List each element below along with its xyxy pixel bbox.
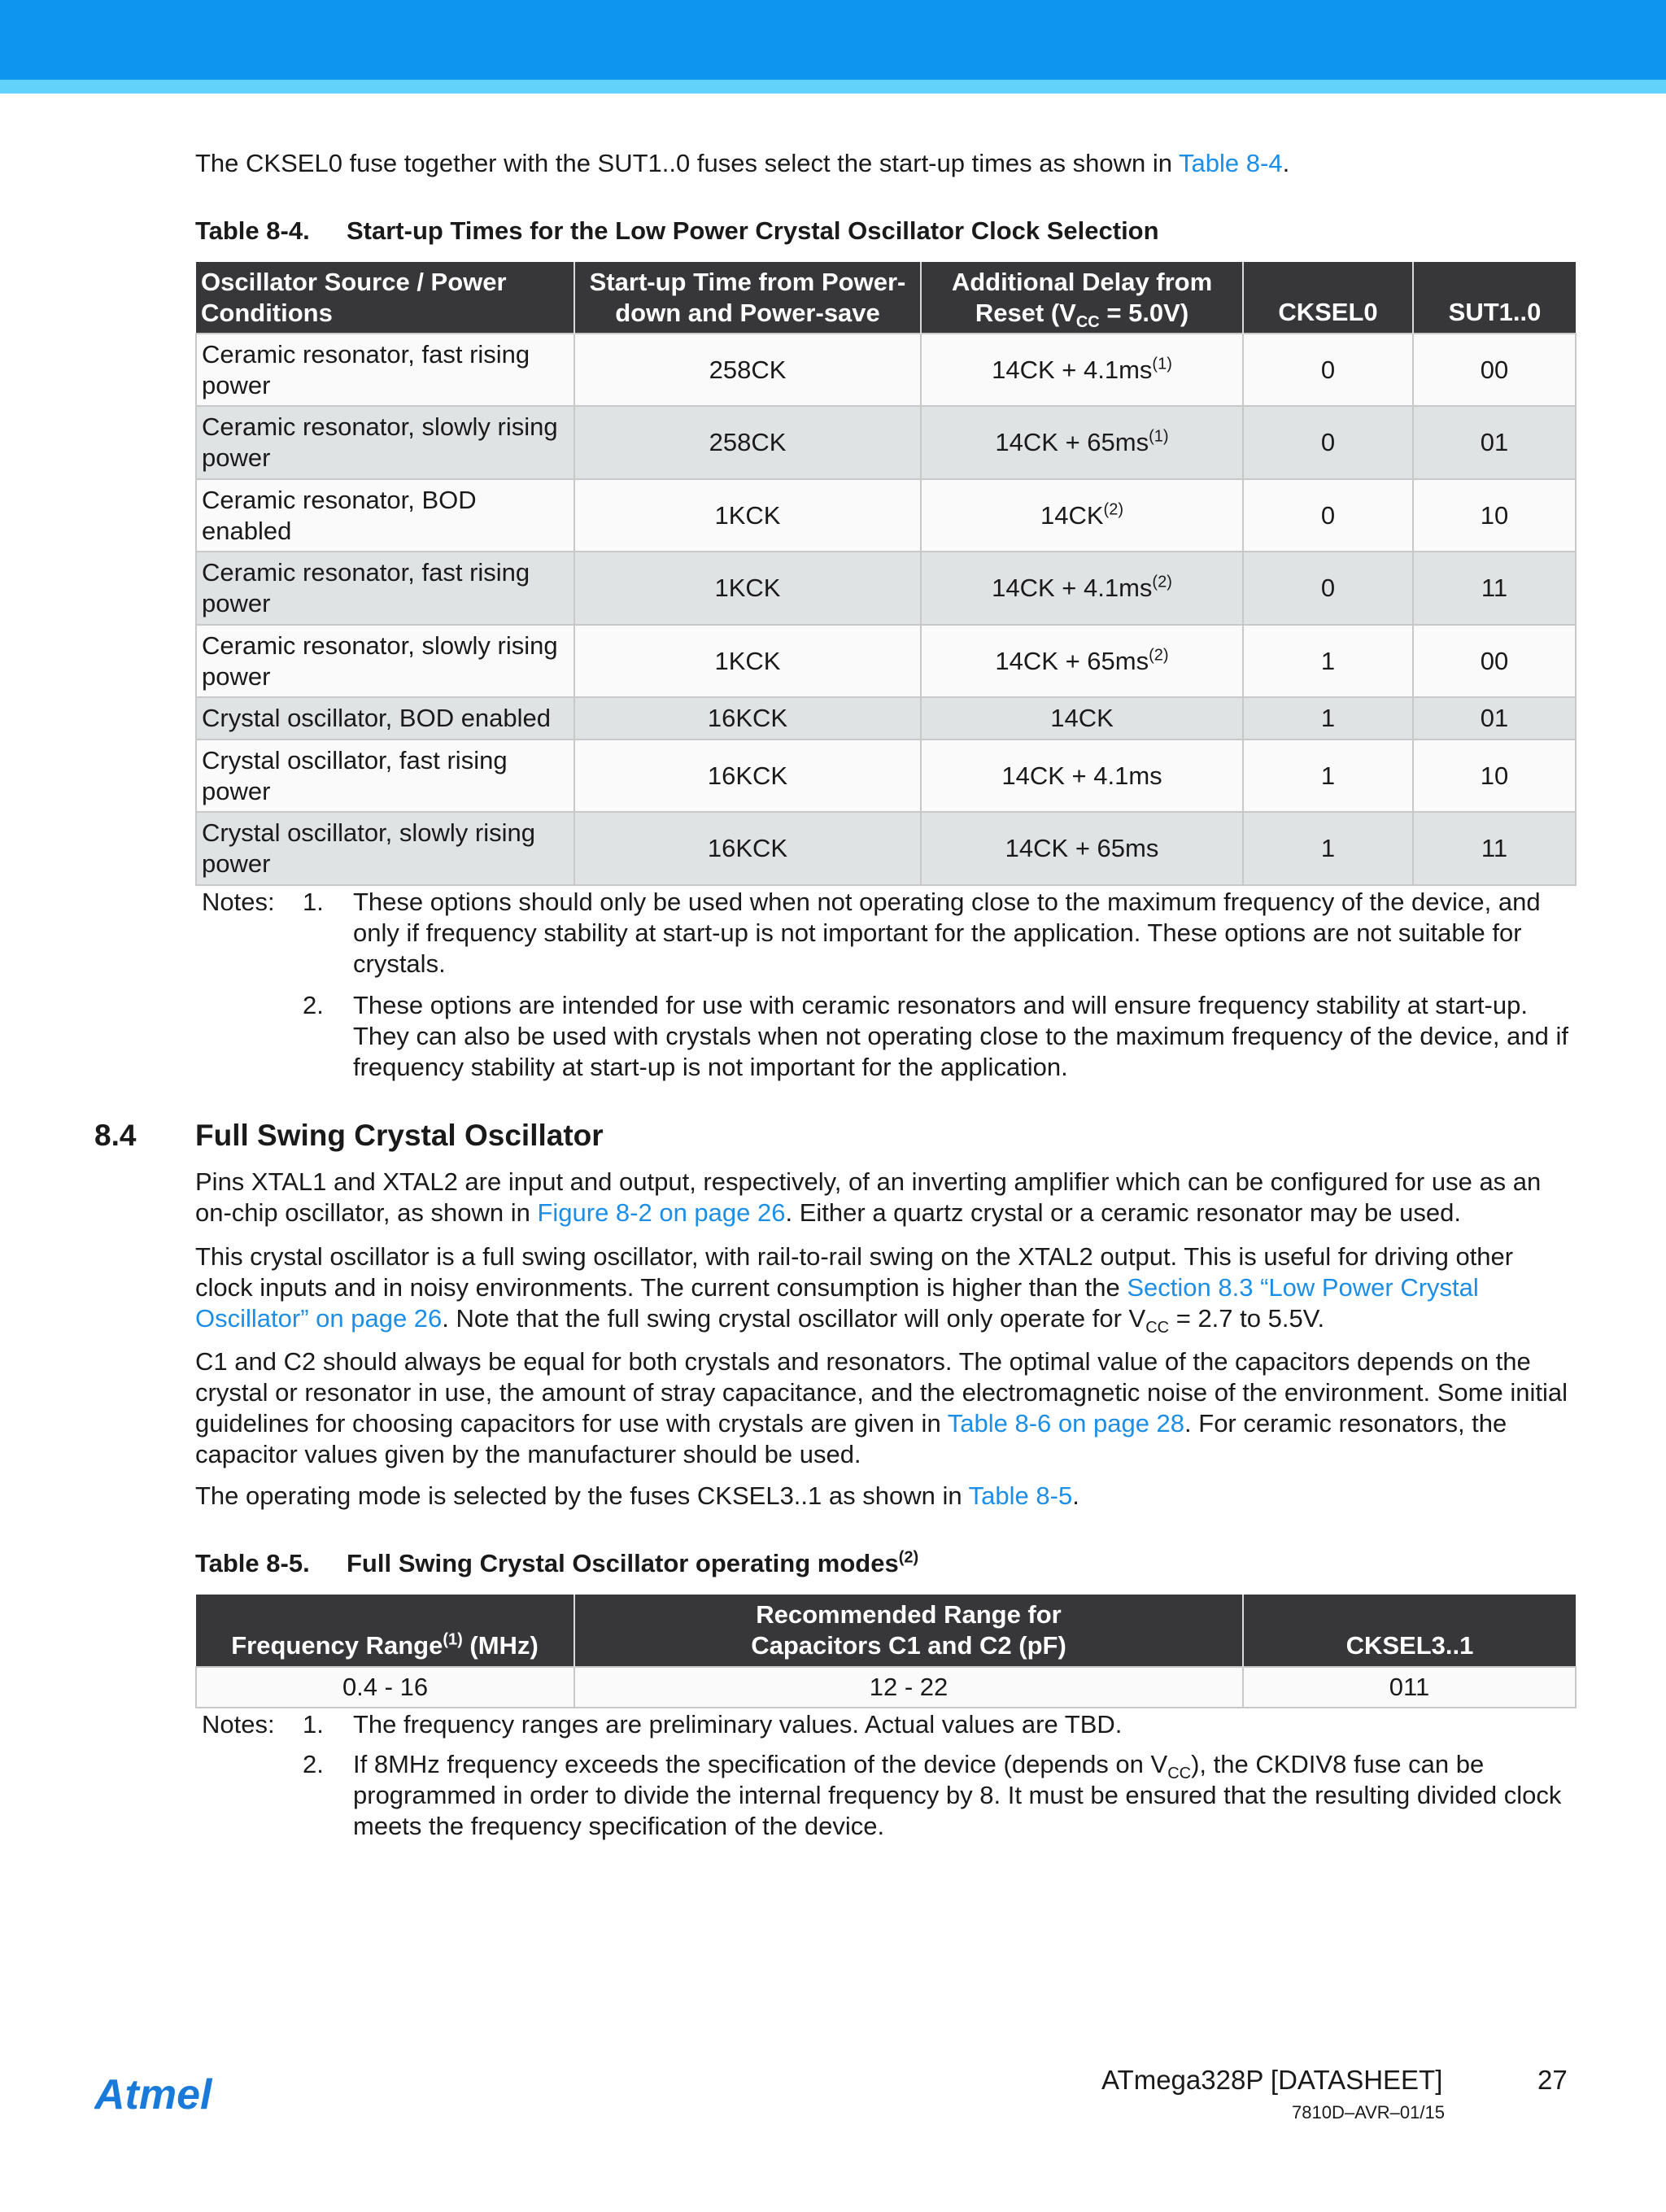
cell-cksel0: 0 <box>1243 479 1413 552</box>
cell-startup: 1KCK <box>574 552 921 625</box>
cell-startup: 16KCK <box>574 697 921 740</box>
cell-cksel0: 0 <box>1243 334 1413 406</box>
cell-capacitors: 12 - 22 <box>574 1667 1243 1708</box>
note-text: If 8MHz frequency exceeds the specification of the device (depends on $V_{CC}$), the CKDIV8 fuse can be programmed in order to divide the internal frequency by 8. It must be ensured that the resulting divided clock meets the frequency specification of the device. <box>353 1750 1562 1840</box>
header-stripe <box>0 80 1666 94</box>
atmel-logo <box>94 2071 241 2115</box>
cell-sut: 11 <box>1413 812 1576 885</box>
cell-delay: $14CK + 65ms^{(1)}$ <box>921 406 1243 479</box>
cell-source: Ceramic resonator, slowly rising power <box>196 625 574 697</box>
header-cksel0: CKSEL0 <box>1243 262 1413 334</box>
cell-startup: 16KCK <box>574 740 921 812</box>
table-row <box>196 740 1576 812</box>
table-row <box>196 1667 1576 1708</box>
cell-startup: 16KCK <box>574 812 921 885</box>
cell-cksel0: 1 <box>1243 740 1413 812</box>
note-item <box>202 887 1577 979</box>
note-number: 1. <box>303 888 324 916</box>
section-paragraph-1: Pins XTAL1 and XTAL2 are input and output, respectively, of an inverting amplifier which can be configured for use as an on-chip oscillator, as shown in Figure 8-2 on page 26. Either a quartz crystal or a ceramic resonator may be used. <box>195 1167 1542 1227</box>
logo-text: Atmel <box>94 2071 212 2115</box>
footer-doc-title: ATmega328P [DATASHEET] <box>1101 2065 1443 2095</box>
cell-source: Crystal oscillator, BOD enabled <box>196 697 574 740</box>
intro-paragraph: The CKSEL0 fuse together with the SUT1..0 fuses select the start-up times as shown in Table 8-4. <box>195 149 1290 177</box>
cell-sut: 10 <box>1413 740 1576 812</box>
table-row <box>196 334 1576 406</box>
table-row <box>196 479 1576 552</box>
table-number: Table 8-5. <box>195 1549 310 1577</box>
section-title: Full Swing Crystal Oscillator <box>195 1119 604 1152</box>
cell-cksel0: 0 <box>1243 406 1413 479</box>
table-header-row <box>196 262 1576 334</box>
cell-frequency: 0.4 - 16 <box>196 1667 574 1708</box>
cell-sut: 11 <box>1413 552 1576 625</box>
table-title-note: (2) <box>898 1548 919 1567</box>
table-row <box>196 697 1576 740</box>
note-number: 1. <box>303 1710 324 1739</box>
table-header-row <box>196 1595 1576 1667</box>
cell-cksel: 011 <box>1243 1667 1576 1708</box>
header-frequency: Frequency Range$^{(1)}$ (MHz) <box>196 1595 574 1667</box>
cell-startup: 258CK <box>574 406 921 479</box>
cell-cksel0: 1 <box>1243 697 1413 740</box>
cell-startup: 1KCK <box>574 479 921 552</box>
cell-cksel0: 1 <box>1243 812 1413 885</box>
table-8-5-notes <box>202 1709 1577 1842</box>
table-8-5-caption <box>195 1548 918 1579</box>
cell-source: Ceramic resonator, BOD enabled <box>196 479 574 552</box>
note-item <box>202 990 1577 1083</box>
cell-sut: 00 <box>1413 334 1576 406</box>
link-table-8-5[interactable]: Table 8-5 <box>968 1481 1073 1510</box>
note-number: 2. <box>303 1750 324 1778</box>
table-row <box>196 406 1576 479</box>
cell-delay: $14CK + 4.1ms^{(1)}$ <box>921 334 1243 406</box>
cell-source: Crystal oscillator, fast rising power <box>196 740 574 812</box>
link-table-8-6[interactable]: Table 8-6 on page 28 <box>947 1409 1185 1438</box>
section-paragraph-2: This crystal oscillator is a full swing oscillator, with rail-to-rail swing on the XTAL2 output. This is useful for driving other clock inputs and in noisy environments. The current consumption is higher than the Section 8.3 “Low Power Crystal Oscillator” on page 26. Note that the full swing crystal oscillator will only operate for $V_{CC} = 2.7$ to 5.5V. <box>195 1242 1514 1337</box>
section-number: 8.4 <box>94 1119 137 1152</box>
note-text: The frequency ranges are preliminary values. Actual values are TBD. <box>353 1710 1123 1739</box>
cell-sut: 01 <box>1413 406 1576 479</box>
cell-delay: 14CK <box>921 697 1243 740</box>
cell-delay: $14CK + 65ms^{(2)}$ <box>921 625 1243 697</box>
section-paragraph-4: The operating mode is selected by the fuses CKSEL3..1 as shown in Table 8-5. <box>195 1481 1079 1510</box>
table-row <box>196 625 1576 697</box>
table-row <box>196 552 1576 625</box>
table-number: Table 8-4. <box>195 216 310 245</box>
cell-source: Ceramic resonator, fast rising power <box>196 552 574 625</box>
cell-cksel0: 1 <box>1243 625 1413 697</box>
cell-source: Ceramic resonator, fast rising power <box>196 334 574 406</box>
header-sut: SUT1..0 <box>1413 262 1576 334</box>
table-8-5 <box>195 1595 1577 1708</box>
table-8-4-caption <box>195 216 1159 247</box>
section-paragraph-3: C1 and C2 should always be equal for both crystals and resonators. The optimal value of the capacitors depends on the crystal or resonator in use, the amount of stray capacitance, and the electromagnetic noise of the environment. Some initial guidelines for choosing capacitors for use with crystals are given in Table 8-6 on page 28. For ceramic resonators, the capacitor values given by the manufacturer should be used. <box>195 1347 1568 1468</box>
cell-delay: 14CK + 4.1ms <box>921 740 1243 812</box>
note-item <box>202 1749 1577 1842</box>
table-8-4-notes <box>202 887 1577 1083</box>
cell-source: Crystal oscillator, slowly rising power <box>196 812 574 885</box>
note-text: These options should only be used when not operating close to the maximum frequency of the device, and only if frequency stability at start-up is not important for the application. These options are not suitable for crystals. <box>353 888 1541 978</box>
cell-delay: $14CK + 4.1ms^{(2)}$ <box>921 552 1243 625</box>
header-source: Oscillator Source / Power Conditions <box>196 262 574 334</box>
cell-sut: 01 <box>1413 697 1576 740</box>
footer-page-number: 27 <box>1537 2065 1568 2095</box>
header-bar <box>0 0 1666 80</box>
notes-label: Notes: <box>202 888 275 916</box>
header-delay: Additional Delay from Reset $(V_{CC} = 5.0V)$ <box>921 262 1243 334</box>
notes-label: Notes: <box>202 1710 275 1739</box>
cell-startup: 1KCK <box>574 625 921 697</box>
table-title: Full Swing Crystal Oscillator operating modes <box>347 1549 899 1577</box>
note-number: 2. <box>303 991 324 1019</box>
table-row <box>196 812 1576 885</box>
link-table-8-4[interactable]: Table 8-4 <box>1179 149 1283 177</box>
header-startup: Start-up Time from Power-down and Power-save <box>574 262 921 334</box>
table-title: Start-up Times for the Low Power Crystal Oscillator Clock Selection <box>347 216 1159 245</box>
cell-sut: 10 <box>1413 479 1576 552</box>
cell-sut: 00 <box>1413 625 1576 697</box>
cell-delay: 14CK + 65ms <box>921 812 1243 885</box>
note-item <box>202 1709 1577 1740</box>
header-cksel31: CKSEL3..1 <box>1243 1595 1576 1667</box>
table-8-4 <box>195 262 1577 886</box>
footer-doc-id: 7810D–AVR–01/15 <box>1292 2102 1445 2123</box>
note-text: These options are intended for use with ceramic resonators and will ensure frequency stability at start-up. They can also be used with crystals when not operating close to the maximum frequency of the device, and if frequency stability at start-up is not important for the application. <box>353 991 1568 1081</box>
cell-cksel0: 0 <box>1243 552 1413 625</box>
header-capacitors: Recommended Range for Capacitors C1 and C2 (pF) <box>574 1595 1243 1667</box>
link-section-8-3[interactable]: Section 8.3 “Low Power Crystal Oscillator” on page 26 <box>195 1273 1479 1333</box>
cell-startup: 258CK <box>574 334 921 406</box>
cell-delay: 14CK$^{(2)}$ <box>921 479 1243 552</box>
cell-source: Ceramic resonator, slowly rising power <box>196 406 574 479</box>
link-figure-8-2[interactable]: Figure 8-2 on page 26 <box>537 1198 786 1227</box>
